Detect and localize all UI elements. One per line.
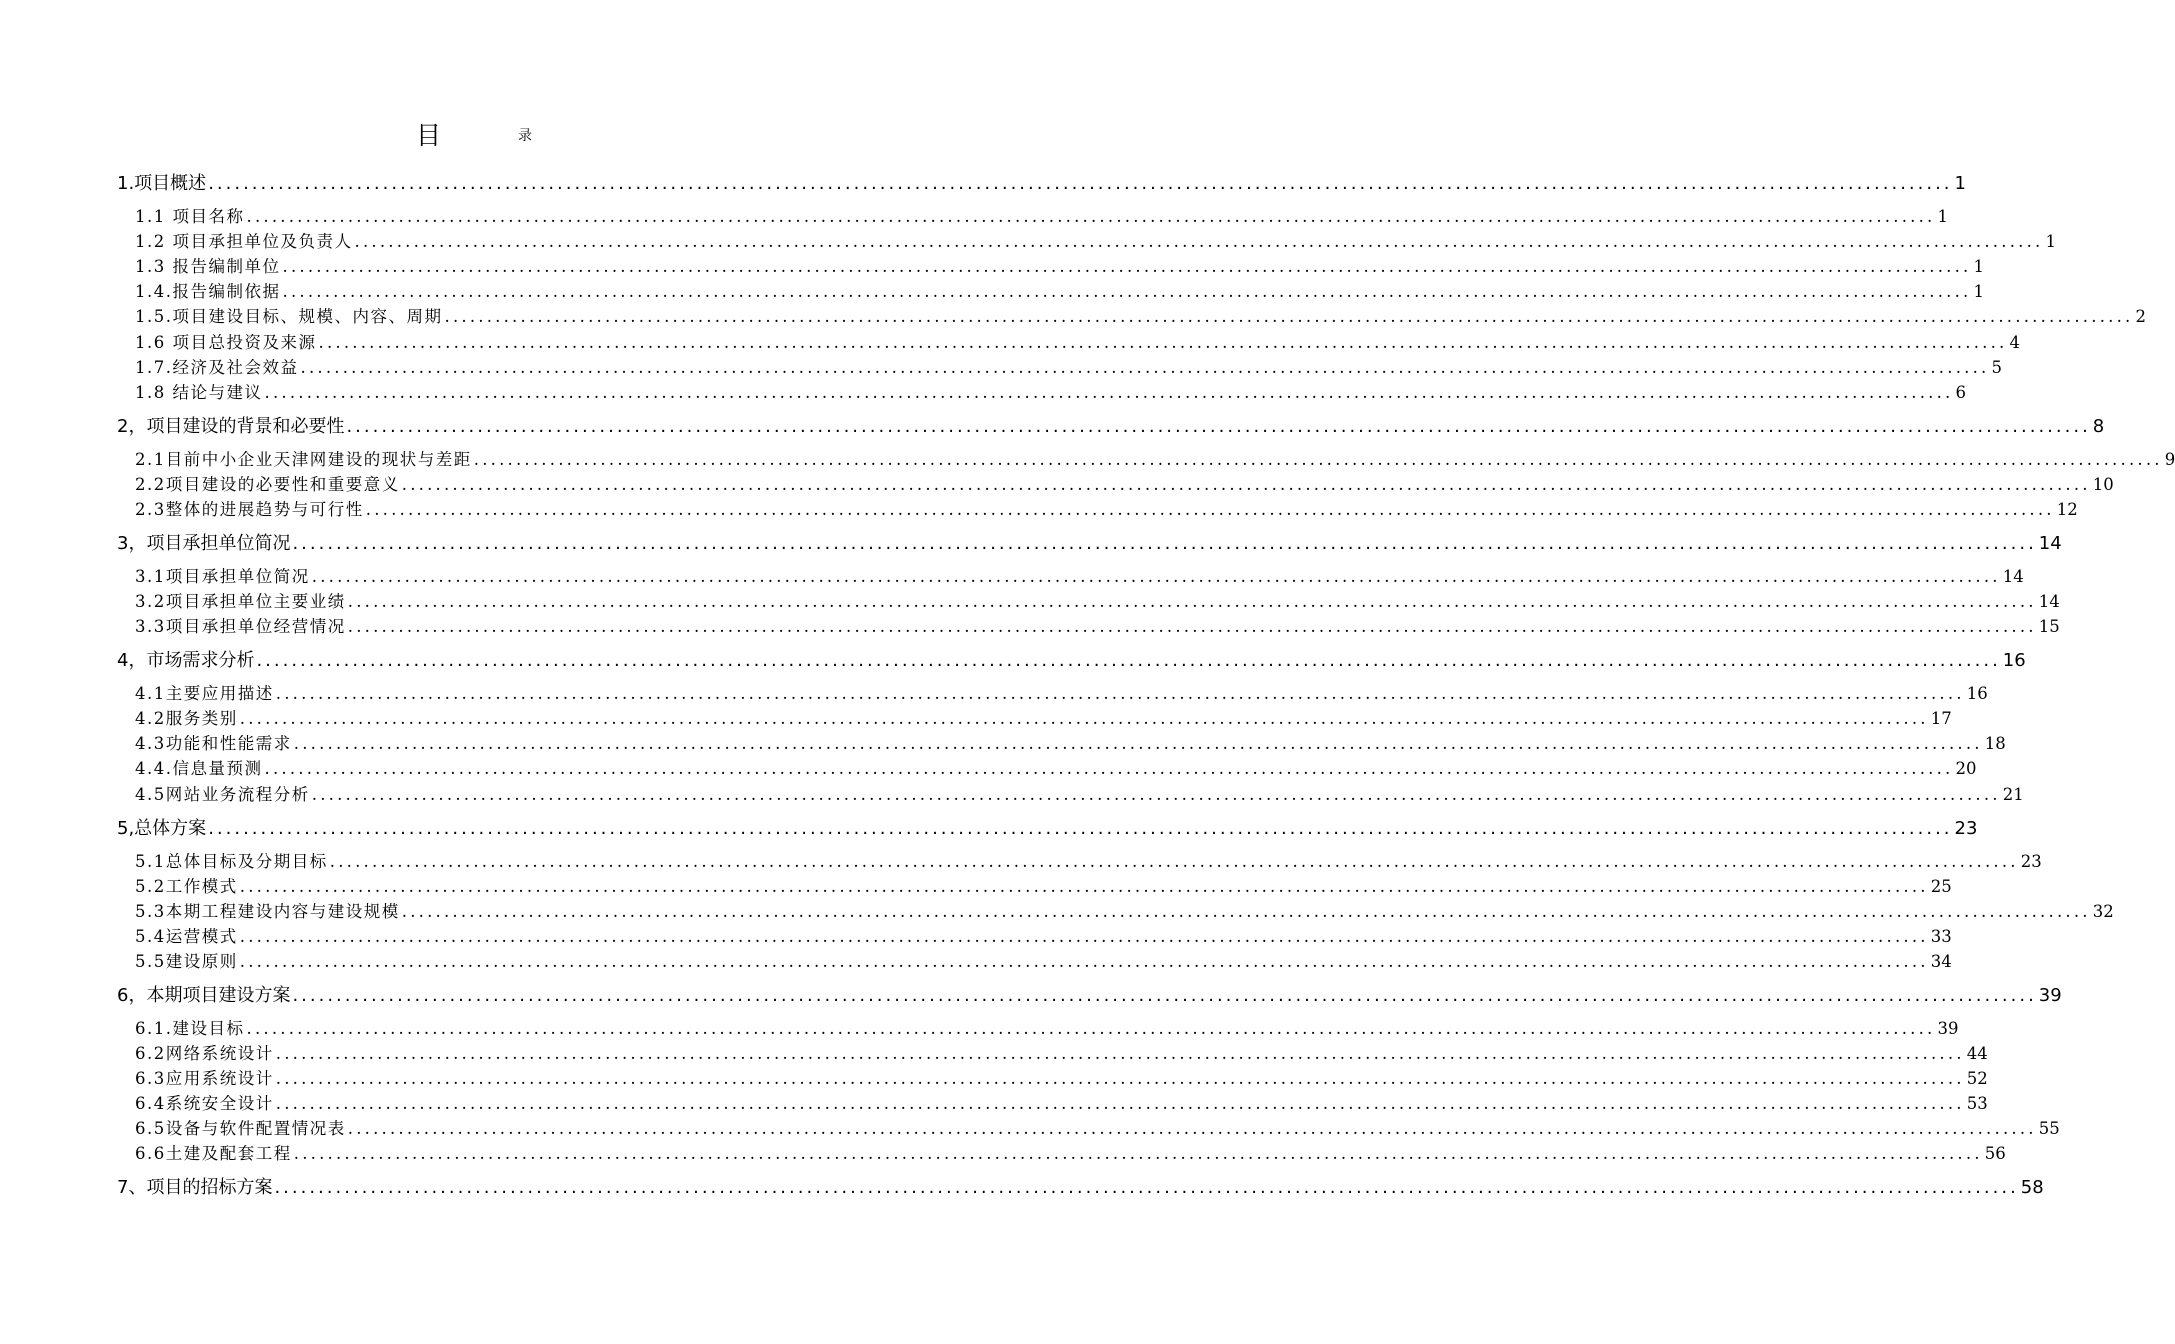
toc-entry-label: 2.2项目建设的必要性和重要意义 bbox=[135, 474, 400, 494]
toc-leader-dots: ........................................................................................................................................................................................................ bbox=[293, 734, 1983, 754]
toc-page-number: 21 bbox=[2002, 784, 2024, 804]
toc-section-entry[interactable] bbox=[135, 496, 2078, 520]
toc-entry-label: 2.3整体的进展趋势与可行性 bbox=[135, 499, 364, 519]
toc-section-entry[interactable] bbox=[135, 1065, 1988, 1089]
toc-entry-label: 2，项目建设的背景和必要性 bbox=[117, 415, 345, 437]
toc-page-number: 33 bbox=[1930, 926, 1952, 946]
toc-entry-label: 6.5设备与软件配置情况表 bbox=[135, 1119, 346, 1139]
toc-page-number: 44 bbox=[1966, 1044, 1988, 1063]
toc-page-number: 39 bbox=[2038, 984, 2062, 1006]
toc-section-entry[interactable] bbox=[135, 1040, 1988, 1064]
toc-page-number: 8 bbox=[2092, 415, 2105, 437]
toc-section-entry[interactable] bbox=[135, 1115, 2060, 1139]
toc-section-entry[interactable] bbox=[135, 1015, 1959, 1039]
toc-entry-label: 1.5.项目建设目标、规模、内容、周期 bbox=[135, 307, 443, 327]
toc-entry-label: 1.2 项目承担单位及负责人 bbox=[135, 232, 353, 252]
toc-leader-dots: ........................................................................................................................................................................................................ bbox=[239, 951, 1929, 971]
toc-leader-dots: ........................................................................................................................................................................................................ bbox=[208, 173, 1953, 194]
toc-leader-dots: ........................................................................................................................................................................................................ bbox=[264, 382, 1954, 402]
toc-chapter-entry[interactable] bbox=[117, 169, 1966, 195]
toc-leader-dots: ........................................................................................................................................................................................................ bbox=[239, 709, 1929, 729]
toc-leader-dots: ........................................................................................................................................................................................................ bbox=[239, 926, 1929, 946]
toc-entry-label: 1.4.报告编制依据 bbox=[135, 282, 281, 302]
toc-entry-label: 6.4系统安全设计 bbox=[135, 1094, 274, 1114]
toc-page-number: 53 bbox=[1966, 1094, 1988, 1114]
toc-page-number: 1 bbox=[1954, 173, 1966, 194]
toc-leader-dots: ........................................................................................................................................................................................................ bbox=[444, 307, 2134, 327]
toc-page-number: 52 bbox=[1966, 1069, 1988, 1089]
toc-page-number: 9 bbox=[2164, 449, 2175, 469]
toc-leader-dots: ........................................................................................................................................................................................................ bbox=[293, 1144, 1983, 1164]
toc-leader-dots: ........................................................................................................................................................................................................ bbox=[401, 901, 2091, 921]
toc-section-entry[interactable] bbox=[135, 329, 2020, 353]
toc-page-number: 14 bbox=[2038, 532, 2062, 554]
toc-page-number: 23 bbox=[1954, 817, 1978, 839]
toc-page-number: 1 bbox=[2045, 232, 2056, 252]
toc-leader-dots: ........................................................................................................................................................................................................ bbox=[401, 474, 2091, 494]
toc-chapter-entry[interactable] bbox=[117, 646, 2026, 672]
toc-entry-label: 5.5建设原则 bbox=[135, 951, 238, 971]
toc-page-number: 20 bbox=[1955, 759, 1977, 779]
toc-entry-label: 4，市场需求分析 bbox=[117, 650, 255, 672]
toc-leader-dots: ........................................................................................................................................................................................................ bbox=[256, 650, 2001, 672]
toc-entry-label: 6.1.建设目标 bbox=[135, 1018, 245, 1038]
toc-leader-dots: ........................................................................................................................................................................................................ bbox=[354, 232, 2044, 252]
toc-page-number: 2 bbox=[2135, 307, 2146, 327]
toc-section-entry[interactable] bbox=[135, 613, 2060, 637]
toc-section-entry[interactable] bbox=[135, 730, 2006, 754]
toc-page-number: 16 bbox=[1966, 684, 1988, 704]
toc-leader-dots: ........................................................................................................................................................................................................ bbox=[264, 759, 1954, 779]
toc-leader-dots: ........................................................................................................................................................................................................ bbox=[346, 415, 2091, 437]
toc-entry-label: 4.3功能和性能需求 bbox=[135, 734, 292, 754]
toc-chapter-entry[interactable] bbox=[117, 814, 1978, 840]
toc-page-number: 17 bbox=[1930, 709, 1952, 729]
toc-section-entry[interactable] bbox=[135, 253, 1984, 277]
toc-leader-dots: ........................................................................................................................................................................................................ bbox=[275, 1069, 1965, 1089]
toc-section-entry[interactable] bbox=[135, 588, 2060, 612]
toc-section-entry[interactable] bbox=[135, 471, 2114, 495]
toc-page-number: 1 bbox=[1937, 207, 1948, 226]
toc-leader-dots: ........................................................................................................................................................................................................ bbox=[347, 617, 2037, 637]
toc-leader-dots: ........................................................................................................................................................................................................ bbox=[274, 1177, 2019, 1199]
toc-leader-dots: ........................................................................................................................................................................................................ bbox=[292, 532, 2037, 554]
toc-leader-dots: ........................................................................................................................................................................................................ bbox=[311, 566, 2001, 586]
toc-leader-dots: ........................................................................................................................................................................................................ bbox=[282, 257, 1972, 277]
toc-entry-label: 1.项目概述 bbox=[117, 173, 207, 194]
toc-page-number: 16 bbox=[2002, 650, 2026, 672]
toc-section-entry[interactable] bbox=[135, 898, 2114, 922]
toc-chapter-entry[interactable] bbox=[117, 1173, 2044, 1199]
toc-entry-label: 5.1总体目标及分期目标 bbox=[135, 851, 328, 871]
toc-chapter-entry[interactable] bbox=[117, 529, 2062, 555]
toc-section-entry[interactable] bbox=[135, 203, 1948, 227]
toc-entry-label: 1.6 项目总投资及来源 bbox=[135, 332, 317, 352]
toc-section-entry[interactable] bbox=[135, 781, 2024, 805]
toc-page-number: 34 bbox=[1930, 951, 1952, 971]
toc-leader-dots: ........................................................................................................................................................................................................ bbox=[275, 1044, 1965, 1063]
toc-entry-label: 7、项目的招标方案 bbox=[117, 1177, 273, 1199]
title-sub: 录 bbox=[518, 128, 532, 144]
toc-entry-label: 3.3项目承担单位经营情况 bbox=[135, 617, 346, 637]
toc-section-entry[interactable] bbox=[135, 446, 2175, 470]
toc-entry-label: 1.1 项目名称 bbox=[135, 207, 245, 226]
toc-leader-dots: ........................................................................................................................................................................................................ bbox=[282, 282, 1972, 302]
toc-entry-label: 3.1项目承担单位简况 bbox=[135, 566, 310, 586]
toc-section-entry[interactable] bbox=[135, 923, 1952, 947]
toc-entry-label: 5.4运营模式 bbox=[135, 926, 238, 946]
toc-section-entry[interactable] bbox=[135, 873, 1952, 897]
toc-section-entry[interactable] bbox=[135, 948, 1952, 972]
toc-leader-dots: ........................................................................................................................................................................................................ bbox=[208, 817, 1953, 839]
toc-section-entry[interactable] bbox=[135, 705, 1952, 729]
toc-leader-dots: ........................................................................................................................................................................................................ bbox=[329, 851, 2019, 871]
toc-entry-label: 1.3 报告编制单位 bbox=[135, 257, 281, 277]
toc-page-number: 58 bbox=[2020, 1177, 2044, 1199]
toc-entry-label: 1.8 结论与建议 bbox=[135, 382, 263, 402]
toc-section-entry[interactable] bbox=[135, 1140, 2006, 1164]
toc-leader-dots: ........................................................................................................................................................................................................ bbox=[275, 1094, 1965, 1114]
toc-leader-dots: ........................................................................................................................................................................................................ bbox=[347, 1119, 2037, 1139]
toc-page-number: 23 bbox=[2020, 851, 2042, 871]
toc-entry-label: 5,总体方案 bbox=[117, 817, 207, 839]
toc-entry-label: 6.6土建及配套工程 bbox=[135, 1144, 292, 1164]
toc-entry-label: 5.2工作模式 bbox=[135, 876, 238, 896]
toc-page-number: 1 bbox=[1973, 257, 1984, 277]
toc-leader-dots: ........................................................................................................................................................................................................ bbox=[347, 592, 2037, 611]
toc-leader-dots: ........................................................................................................................................................................................................ bbox=[365, 499, 2055, 519]
toc-page-number: 12 bbox=[2056, 499, 2078, 519]
toc-leader-dots: ........................................................................................................................................................................................................ bbox=[318, 332, 2008, 352]
toc-page-number: 25 bbox=[1930, 876, 1952, 896]
toc-leader-dots: ........................................................................................................................................................................................................ bbox=[311, 784, 2001, 804]
toc-section-entry[interactable] bbox=[135, 303, 2146, 327]
toc-entry-label: 5.3本期工程建设内容与建设规模 bbox=[135, 901, 400, 921]
toc-entry-label: 4.2服务类别 bbox=[135, 709, 238, 729]
toc-leader-dots: ........................................................................................................................................................................................................ bbox=[275, 684, 1965, 704]
toc-page-number: 18 bbox=[1984, 734, 2006, 754]
toc-section-entry[interactable] bbox=[135, 1090, 1988, 1114]
toc-entry-label: 3，项目承担单位简况 bbox=[117, 532, 291, 554]
toc-page-number: 1 bbox=[1973, 282, 1984, 302]
toc-page-number: 56 bbox=[1984, 1144, 2006, 1164]
toc-chapter-entry[interactable] bbox=[117, 412, 2105, 438]
toc-section-entry[interactable] bbox=[135, 354, 2002, 378]
toc-page-number: 6 bbox=[1955, 382, 1966, 402]
toc-entry-label: 2.1目前中小企业天津网建设的现状与差距 bbox=[135, 449, 472, 469]
toc-page-number: 14 bbox=[2038, 592, 2060, 611]
toc-page-number: 15 bbox=[2038, 617, 2060, 637]
toc-page-number: 32 bbox=[2092, 901, 2114, 921]
toc-entry-label: 4.5网站业务流程分析 bbox=[135, 784, 310, 804]
toc-page-number: 4 bbox=[2009, 332, 2020, 352]
toc-entry-label: 6，本期项目建设方案 bbox=[117, 984, 291, 1006]
toc-section-entry[interactable] bbox=[135, 680, 1988, 704]
toc-leader-dots: ........................................................................................................................................................................................................ bbox=[246, 207, 1936, 226]
toc-page-number: 39 bbox=[1937, 1018, 1959, 1038]
toc-page-number: 5 bbox=[1991, 357, 2002, 377]
toc-leader-dots: ........................................................................................................................................................................................................ bbox=[239, 876, 1929, 896]
toc-section-entry[interactable] bbox=[135, 848, 2042, 872]
toc-section-entry[interactable] bbox=[135, 379, 1966, 403]
toc-leader-dots: ........................................................................................................................................................................................................ bbox=[246, 1018, 1936, 1038]
toc-leader-dots: ........................................................................................................................................................................................................ bbox=[473, 449, 2163, 469]
toc-section-entry[interactable] bbox=[135, 563, 2024, 587]
title-main: 目 bbox=[416, 121, 442, 150]
toc-chapter-entry[interactable] bbox=[117, 981, 2062, 1007]
toc-section-entry[interactable] bbox=[135, 755, 1977, 779]
toc-entry-label: 1.7.经济及社会效益 bbox=[135, 357, 299, 377]
toc-entry-label: 4.4.信息量预测 bbox=[135, 759, 263, 779]
toc-section-entry[interactable] bbox=[135, 278, 1984, 302]
toc-entry-label: 6.2网络系统设计 bbox=[135, 1044, 274, 1063]
toc-page-number: 55 bbox=[2038, 1119, 2060, 1139]
toc-section-entry[interactable] bbox=[135, 228, 2056, 252]
toc-leader-dots: ........................................................................................................................................................................................................ bbox=[292, 984, 2037, 1006]
toc-entry-label: 3.2项目承担单位主要业绩 bbox=[135, 592, 346, 611]
toc-page-number: 14 bbox=[2002, 566, 2024, 586]
toc-entry-label: 6.3应用系统设计 bbox=[135, 1069, 274, 1089]
toc-page-number: 10 bbox=[2092, 474, 2114, 494]
toc-leader-dots: ........................................................................................................................................................................................................ bbox=[300, 357, 1990, 377]
toc-entry-label: 4.1主要应用描述 bbox=[135, 684, 274, 704]
toc-title bbox=[0, 116, 950, 152]
